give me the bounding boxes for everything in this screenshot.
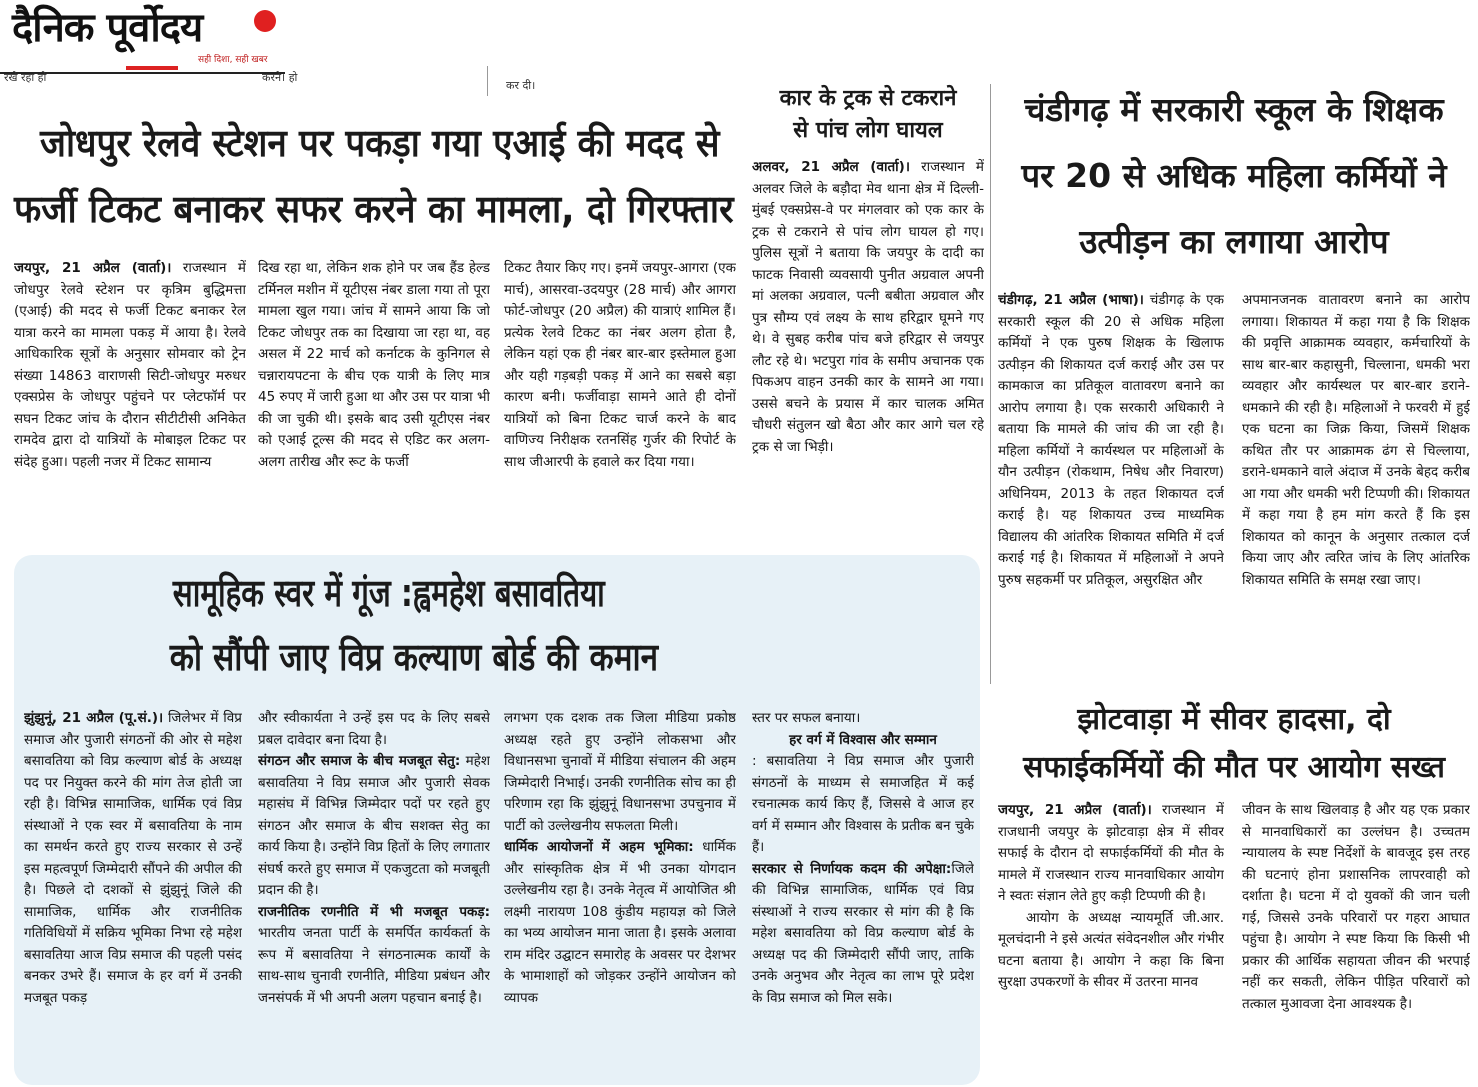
masthead-accent-bar <box>126 66 178 70</box>
vipra-col1 <box>24 708 242 1080</box>
vipra-col4-subhead1: हर वर्ग में विश्वास और सम्मान <box>789 731 937 748</box>
column-divider-right <box>990 84 991 684</box>
alwar-headline-line2: से पांच लोग घायल <box>793 118 943 143</box>
vipra-col2 <box>258 708 490 1080</box>
vipra-col2-intro: और स्वीकार्यता ने उन्हें इस पद के लिए सबसे प्रबल दावेदार बना दिया है। <box>258 710 490 748</box>
snippet-left: रखे रहा हो <box>4 71 47 84</box>
chandigarh-dateline: चंडीगढ़, 21 अप्रैल (भाषा)। <box>998 292 1144 308</box>
vipra-col2-subhead1: संगठन और समाज के बीच मजबूत सेतु: <box>258 753 461 769</box>
jhotwara-col1 <box>998 800 1224 1082</box>
vipra-col4 <box>752 708 974 1080</box>
masthead-logo-dot <box>254 10 276 32</box>
jodhpur-col1-text: राजस्थान में जोधपुर रेलवे स्टेशन पर कृत्रिम बुद्धिमत्ता (एआई) की मदद से फर्जी टिकट बनाकर रेल यात्रा करने का मामला पकड़ में आया है। रेलवे आधिकारिक सूत्रों के अनुसार सोमवार को ट्रेन संख्या 14863 वाराणसी सिटी-जोधपुर मरुधर एक्सप्रेस के जोधपुर पहुंचने पर प्लेटफॉर्म पर सघन टिकट जांच के दौरान सीटीटीसी अनिकेत रामदेव द्वारा दो यात्रियों के मोबाइल टिकट पर संदेह हुआ। पहली नजर में टिकट सामान्य <box>14 260 246 470</box>
masthead-tagline: सही दिशा, सही खबर <box>198 55 268 65</box>
jhotwara-col2-text: जीवन के साथ खिलवाड़ है और यह एक प्रकार से मानवाधिकारों का उल्लंघन है। उच्चतम न्यायालय के स्पष्ट निर्देशों के बावजूद इस तरह की घटनाएं होना प्रशासनिक लापरवाही को दर्शाता है। घटना में दो युवकों की जान चली गई, जिससे उनके परिवारों पर गहरा आघात पहुंचा है। आयोग ने स्पष्ट किया कि किसी भी प्रकार की आर्थिक सहायता जीवन की भरपाई नहीं कर सकती, लेकिन पीड़ित परिवारों को तत्काल मुआवजा देना आवश्यक है। <box>1242 802 1470 1012</box>
vipra-dateline: झुंझुनूं, 21 अप्रैल (पू.सं.)। <box>24 710 164 726</box>
jhotwara-headline-line2: सफाईकर्मियों की मौत पर आयोग सख्त <box>1023 750 1445 785</box>
vipra-col4-text2: जिले की विभिन्न सामाजिक, धार्मिक एवं विप्र संस्थाओं ने राज्य सरकार से मांग की है कि महेश बसावतिया को विप्र कल्याण बोर्ड के अध्यक्ष पद की जिम्मेदारी सौंपी जाए, ताकि उनके अनुभव और नेतृत्व का लाभ पूरे प्रदेश के विप्र समाज को मिल सके। <box>752 860 974 1006</box>
vipra-headline-line2: को सौंपी जाए विप्र कल्याण बोर्ड की कमान <box>169 635 659 679</box>
snippet-mid: करने। हो <box>262 71 298 84</box>
vipra-col3-text1: लगभग एक दशक तक जिला मीडिया प्रकोष्ठ अध्यक्ष रहते हुए उन्होंने लोकसभा और विधानसभा चुनावों में मीडिया संचालन की अहम जिम्मेदारी निभाई। उनकी रणनीतिक सोच का ही परिणाम रहा कि झुंझुनूं विधानसभा उपचुनाव में पार्टी को उल्लेखनीय सफलता मिली। <box>504 710 736 834</box>
jodhpur-col3 <box>504 258 736 540</box>
jhotwara-col1-p2: आयोग के अध्यक्ष न्यायमूर्ति जी.आर. मूलचंदानी ने इसे अत्यंत संवेदनशील और गंभीर घटना बताया है। आयोग ने कहा कि बिना सुरक्षा उपकरणों के सीवर में उतरना मानव <box>998 909 1224 990</box>
jhotwara-headline-line1: झोटवाड़ा में सीवर हादसा, दो <box>1077 702 1391 737</box>
alwar-dateline: अलवर, 21 अप्रैल (वार्ता)। <box>752 159 910 175</box>
vipra-col3-text2: धार्मिक और सांस्कृतिक क्षेत्र में भी उनका योगदान उल्लेखनीय रहा है। उनके नेतृत्व में आयोजित श्री लक्ष्मी नारायण 108 कुंडीय महायज्ञ को जिले का भव्य आयोजन माना जाता है। इसके अलावा राम मंदिर उद्घाटन समारोह के अवसर पर देशभर के भामाशाहों को जोड़कर उन्होंने आयोजन को व्यापक <box>504 839 736 1006</box>
vipra-col3-subhead1: धार्मिक आयोजनों में अहम भूमिका: <box>504 839 694 855</box>
vipra-col3 <box>504 708 736 1080</box>
vipra-col2-text2: भारतीय जनता पार्टी के समर्पित कार्यकर्ता के रूप में बसावतिया ने संगठनात्मक कार्यों के साथ-साथ चुनावी रणनीति, मीडिया प्रबंधन और जनसंपर्क में भी अपनी अलग पहचान बनाई है। <box>258 925 490 1006</box>
chandigarh-col2-text: अपमानजनक वातावरण बनाने का आरोप लगाया। शिकायत में कहा गया है कि शिक्षक की प्रवृत्ति आक्रामक व्यवहार, कर्मचारियों के साथ बार-बार कहासुनी, चिल्लाना, धमकी भरा व्यवहार और कार्यस्थल पर बार-बार डराने-धमकाने की रही है। महिलाओं ने फरवरी में हुई एक घटना का जिक्र किया, जिसमें शिक्षक कथित तौर पर आक्रामक ढंग से चिल्लाया, डराने-धमकाने वाले अंदाज में उनके बेहद करीब आ गया और धमकी भरी टिप्पणी की। शिकायत में कहा गया है हम मांग करते हैं कि इस शिकायत को कानून के अनुसार तत्काल दर्ज किया जाए और त्वरित जांच के लिए आंतरिक शिकायत समिति के समक्ष रखा जाए। <box>1242 292 1470 588</box>
chandigarh-headline-line1: चंडीगढ़ में सरकारी स्कूल के शिक्षक <box>1024 90 1444 129</box>
chandigarh-col2 <box>1242 290 1470 682</box>
alwar-body <box>752 157 984 543</box>
vipra-headline-line1: सामूहिक स्वर में गूंज :ह्वमहेश बसावतिया <box>172 571 605 615</box>
jodhpur-col1 <box>14 258 246 540</box>
jhotwara-col2 <box>1242 800 1470 1082</box>
jodhpur-col2 <box>258 258 490 540</box>
jhotwara-dateline: जयपुर, 21 अप्रैल (वार्ता)। <box>998 802 1152 818</box>
vipra-col4-subhead2: सरकार से निर्णायक कदम की अपेक्षा: <box>752 860 952 877</box>
chandigarh-col1-text: चंडीगढ़ के एक सरकारी स्कूल की 20 से अधिक महिला कर्मियों ने एक पुरुष शिक्षक के खिलाफ उत्पीड़न की शिकायत दर्ज कराई और उस पर कामकाज का प्रतिकूल वातावरण बनाने का आरोप लगाया है। एक सरकारी अधिकारी ने बताया कि मामले की जांच की जा रही है। महिला कर्मियों ने कार्यस्थल पर महिलाओं के यौन उत्पीड़न (रोकथाम, निषेध और निवारण) अधिनियम, 2013 के तहत शिकायत दर्ज कराई है। यह शिकायत उच्च माध्यमिक विद्यालय की आंतरिक शिकायत समिति में दर्ज कराई गई है। शिकायत में महिलाओं ने अपने पुरुष सहकर्मी पर प्रतिकूल, असुरक्षित और <box>998 292 1224 588</box>
jodhpur-headline-line1: जोधपुर रेलवे स्टेशन पर पकड़ा गया एआई की मदद से <box>40 121 720 165</box>
vipra-col1-text: जिलेभर में विप्र समाज और पुजारी संगठनों की ओर से महेश बसावतिया को विप्र कल्याण बोर्ड के अध्यक्ष पद पर नियुक्त करने की मांग तेज होती जा रही है। विभिन्न सामाजिक, धार्मिक एवं विप्र संस्थाओं ने एक स्वर में बसावतिया के नाम का समर्थन करते हुए राज्य सरकार से उन्हें इस महत्वपूर्ण जिम्मेदारी सौंपने की अपील की है। पिछले दो दशकों से झुंझुनूं जिले की सामाजिक, धार्मिक और राजनीतिक गतिविधियों में सक्रिय भूमिका निभा रहे महेश बसावतिया आज विप्र समाज की पहली पसंद बनकर उभरे हैं। समाज के हर वर्ग में उनकी मजबूत पकड़ <box>24 710 242 1006</box>
vipra-col2-text1: महेश बसावतिया ने विप्र समाज और पुजारी सेवक महासंघ में विभिन्न जिम्मेदार पदों पर रहते हुए संगठन और समाज के बीच सशक्त सेतु का कार्य किया है। उन्होंने विप्र हितों के लिए लगातार संघर्ष करते हुए समाज में एकजुटता को मजबूती प्रदान की है। <box>258 753 490 898</box>
snippet-right: कर दी। <box>506 79 536 92</box>
chandigarh-headline-line2: पर 20 से अधिक महिला कर्मियों ने <box>1021 156 1447 195</box>
jodhpur-col3-text: टिकट तैयार किए गए। इनमें जयपुर-आगरा (एक मार्च), आसरवा-उदयपुर (28 मार्च) और आगरा फोर्ट-जोधपुर (20 अप्रैल) की यात्राएं शामिल हैं। प्रत्येक रेलवे टिकट का नंबर अलग होता है, लेकिन यहां एक ही नंबर बार-बार इस्तेमाल हुआ और यही गड़बड़ी पकड़ में आने का सबसे बड़ा कारण बनी। फर्जीवाड़ा सामने आते ही दोनों यात्रियों को बिना टिकट चार्ज करने के बाद वाणिज्य निरीक्षक रतनसिंह गुर्जर की रिपोर्ट के साथ जीआरपी के हवाले कर दिया गया। <box>504 260 736 470</box>
jodhpur-headline-line2: फर्जी टिकट बनाकर सफर करने का मामला, दो गिरफ्तार <box>14 187 734 231</box>
vipra-col4-intro: स्तर पर सफल बनाया। <box>752 710 861 726</box>
vipra-col2-subhead2: राजनीतिक रणनीति में भी मजबूत पकड़: <box>258 903 490 920</box>
alwar-headline-line1: कार के ट्रक से टकराने <box>779 86 957 111</box>
jodhpur-col2-text: दिख रहा था, लेकिन शक होने पर जब हैंड हेल्ड टर्मिनल मशीन में यूटीएस नंबर डाला गया तो पूरा मामला खुल गया। जांच में सामने आया कि जो टिकट जोधपुर तक का दिखाया जा रहा था, वह असल में 22 मार्च को कर्नाटक के कुनिगल से चन्नारायपटना के बीच एक यात्री के लिए मात्र 45 रुपए में जारी हुआ था और उस पर यात्रा भी की जा चुकी थी। इसके बाद उसी यूटीएस नंबर को एआई टूल्स की मदद से एडिट कर अलग-अलग तारीख और रूट के फर्जी <box>258 260 490 470</box>
jodhpur-dateline: जयपुर, 21 अप्रैल (वार्ता)। <box>14 260 172 276</box>
chandigarh-col1 <box>998 290 1224 682</box>
chandigarh-headline-line3: उत्पीड़न का लगाया आरोप <box>1079 222 1389 261</box>
masthead-title: दैनिक पूर्वोदय <box>12 4 203 51</box>
vipra-col4-text1: : बसावतिया ने विप्र समाज और पुजारी संगठनों के माध्यम से समाजहित में कई रचनात्मक कार्य किए हैं, जिससे वे आज हर वर्ग में सम्मान और विश्वास के प्रतीक बन चुके हैं। <box>752 753 974 855</box>
snippet-divider <box>487 66 488 96</box>
jhotwara-col1-p1: राजस्थान में राजधानी जयपुर के झोटवाड़ा क्षेत्र में सीवर सफाई के दौरान दो सफाईकर्मियों की मौत के मामले में राजस्थान राज्य मानवाधिकार आयोग ने स्वतः संज्ञान लेते हुए कड़ी टिप्पणी की है। <box>998 802 1224 904</box>
alwar-body-text: राजस्थान में अलवर जिले के बड़ौदा मेव थाना क्षेत्र में दिल्ली-मुंबई एक्सप्रेस-वे पर मंगलवार को एक कार के ट्रक से टकराने से पांच लोग घायल हो गए। पुलिस सूत्रों ने बताया कि जयपुर के दादी का फाटक निवासी व्यवसायी पुनीत अग्रवाल अपनी मां अलका अग्रवाल, पत्नी बबीता अग्रवाल और पुत्र सौम्य एवं लक्ष्य के साथ हरिद्वार घूमने गए थे। वे सुबह करीब पांच बजे हरिद्वार से जयपुर लौट रहे थे। भटपुरा गांव के समीप अचानक एक पिकअप वाहन उनकी कार के सामने आ गया। उससे बचने के प्रयास में कार चालक अमित चौधरी संतुलन खो बैठा और कार आगे चल रहे ट्रक से जा भिड़ी। <box>752 159 984 455</box>
